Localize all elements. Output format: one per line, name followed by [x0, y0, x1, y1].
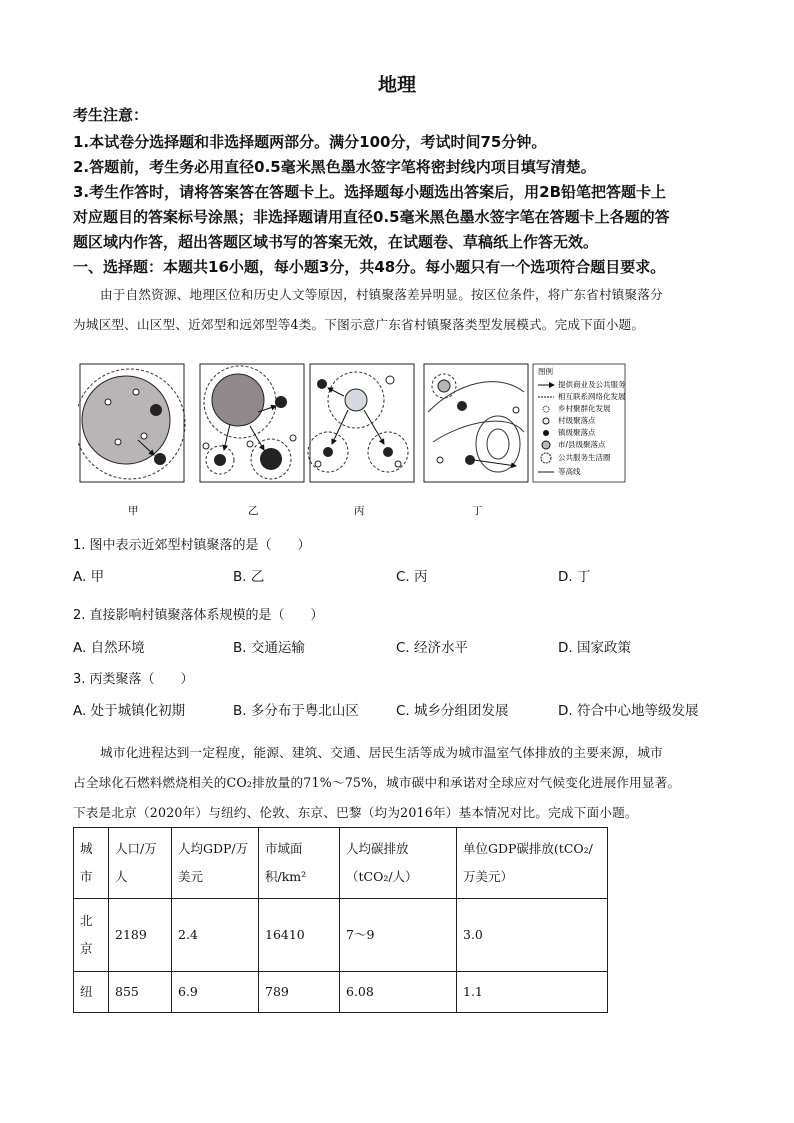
panel-ding	[424, 364, 528, 482]
cell-city: 纽	[74, 972, 109, 1013]
cell-area: 789	[259, 972, 340, 1013]
notice-item-3: 3.考生作答时，请将答案答在答题卡上。选择题每小题选出答案后，用2B铅笔把答题卡上	[73, 183, 667, 201]
q1-option-c: C. 丙	[396, 569, 428, 585]
q2-option-d: D. 国家政策	[558, 640, 631, 656]
cell-area: 16410	[259, 899, 340, 972]
caption-bing: 丙	[354, 505, 365, 517]
header-carbon-per-gdp: 单位GDP碳排放(tCO₂/万美元）	[457, 828, 608, 899]
cell-carbon-per-gdp: 1.1	[457, 972, 608, 1013]
notice-item-3-cont-a: 对应题目的答案标号涂黑；非选择题请用直径0.5毫米黑色墨水签字笔在答题卡上各题的答	[73, 208, 670, 226]
cell-carbon-per-capita: 6.08	[340, 972, 457, 1013]
table-header-row	[74, 828, 608, 899]
passage2-line-3: 下表是北京（2020年）与纽约、伦敦、东京、巴黎（均为2016年）基本情况对比。完成下面小题。	[73, 805, 638, 820]
passage2-line-2: 占全球化石燃料燃烧相关的CO₂排放量的71%～75%，城市碳中和承诺对全球应对气候变化进展作用显著。	[73, 775, 681, 790]
legend-item-6: 市/县级聚落点	[558, 440, 606, 449]
cell-gdp-per-capita: 6.9	[172, 972, 259, 1013]
legend-item-7: 公共服务生活圈	[558, 453, 611, 462]
settlement-figure	[78, 352, 628, 520]
legend-item-8: 等高线	[558, 467, 581, 476]
header-city: 城市	[74, 828, 109, 899]
passage1-line-1: 由于自然资源、地理区位和历史人文等原因，村镇聚落差异明显。按区位条件，将广东省村镇聚落分	[100, 287, 663, 302]
passage2-line-1: 城市化进程达到一定程度，能源、建筑、交通、居民生活等成为城市温室气体排放的主要来源，城市	[100, 745, 663, 760]
cell-carbon-per-gdp: 3.0	[457, 899, 608, 972]
legend-item-3: 乡村聚群化发展	[558, 404, 611, 413]
page-title: 地理	[377, 74, 416, 96]
question-1-stem: 1. 图中表示近郊型村镇聚落的是（ ）	[73, 538, 311, 553]
section-heading: 一、选择题：本题共16小题，每小题3分，共48分。每小题只有一个选项符合题目要求。	[73, 258, 666, 276]
table-row	[74, 899, 608, 972]
notice-item-3-cont-b: 题区域内作答，超出答题区域书写的答案无效，在试题卷、草稿纸上作答无效。	[73, 233, 599, 251]
q3-option-c: C. 城乡分组团发展	[396, 703, 509, 719]
cell-gdp-per-capita: 2.4	[172, 899, 259, 972]
q2-option-a: A. 自然环境	[73, 640, 145, 656]
legend-item-2: 相互联系网络化发展	[558, 392, 626, 401]
caption-ding: 丁	[472, 505, 483, 517]
q3-option-a: A. 处于城镇化初期	[73, 703, 186, 719]
header-population: 人口/万人	[109, 828, 172, 899]
panel-yi	[200, 364, 304, 482]
table-row	[74, 972, 608, 1013]
notice-heading: 考生注意：	[73, 106, 149, 124]
legend-title: 图例	[538, 367, 553, 376]
q2-option-b: B. 交通运输	[233, 640, 305, 656]
cell-population: 2189	[109, 899, 172, 972]
caption-jia: 甲	[128, 505, 139, 517]
q3-option-d: D. 符合中心地等级发展	[558, 703, 699, 719]
legend-item-4: 村级聚落点	[558, 416, 596, 425]
panel-bing	[308, 364, 414, 482]
question-3-stem: 3. 丙类聚落（ ）	[73, 672, 194, 687]
panel-jia	[78, 364, 185, 482]
q1-option-a: A. 甲	[73, 569, 105, 585]
notice-item-1: 1.本试卷分选择题和非选择题两部分。满分100分，考试时间75分钟。	[73, 133, 547, 151]
legend-item-1: 提供商业及公共服务	[558, 380, 626, 389]
cell-population: 855	[109, 972, 172, 1013]
q2-option-c: C. 经济水平	[396, 640, 469, 656]
city-comparison-table	[73, 827, 608, 1013]
q1-option-b: B. 乙	[233, 569, 265, 585]
figure-legend	[533, 364, 626, 482]
question-2-stem: 2. 直接影响村镇聚落体系规模的是（ ）	[73, 608, 324, 623]
header-carbon-per-capita: 人均碳排放（tCO₂/人）	[340, 828, 457, 899]
passage1-line-2: 为城区型、山区型、近郊型和远郊型等4类。下图示意广东省村镇聚落类型发展模式。完成下面小题。	[73, 317, 645, 332]
header-area: 市域面积/km²	[259, 828, 340, 899]
cell-city: 北京	[74, 899, 109, 972]
q1-option-d: D. 丁	[558, 569, 591, 585]
notice-item-2: 2.答题前，考生务必用直径0.5毫米黑色墨水签字笔将密封线内项目填写清楚。	[73, 158, 596, 176]
legend-item-5: 镇级聚落点	[558, 428, 596, 437]
header-gdp-per-capita: 人均GDP/万美元	[172, 828, 259, 899]
caption-yi: 乙	[248, 505, 259, 517]
cell-carbon-per-capita: 7～9	[340, 899, 457, 972]
q3-option-b: B. 多分布于粤北山区	[233, 703, 359, 719]
